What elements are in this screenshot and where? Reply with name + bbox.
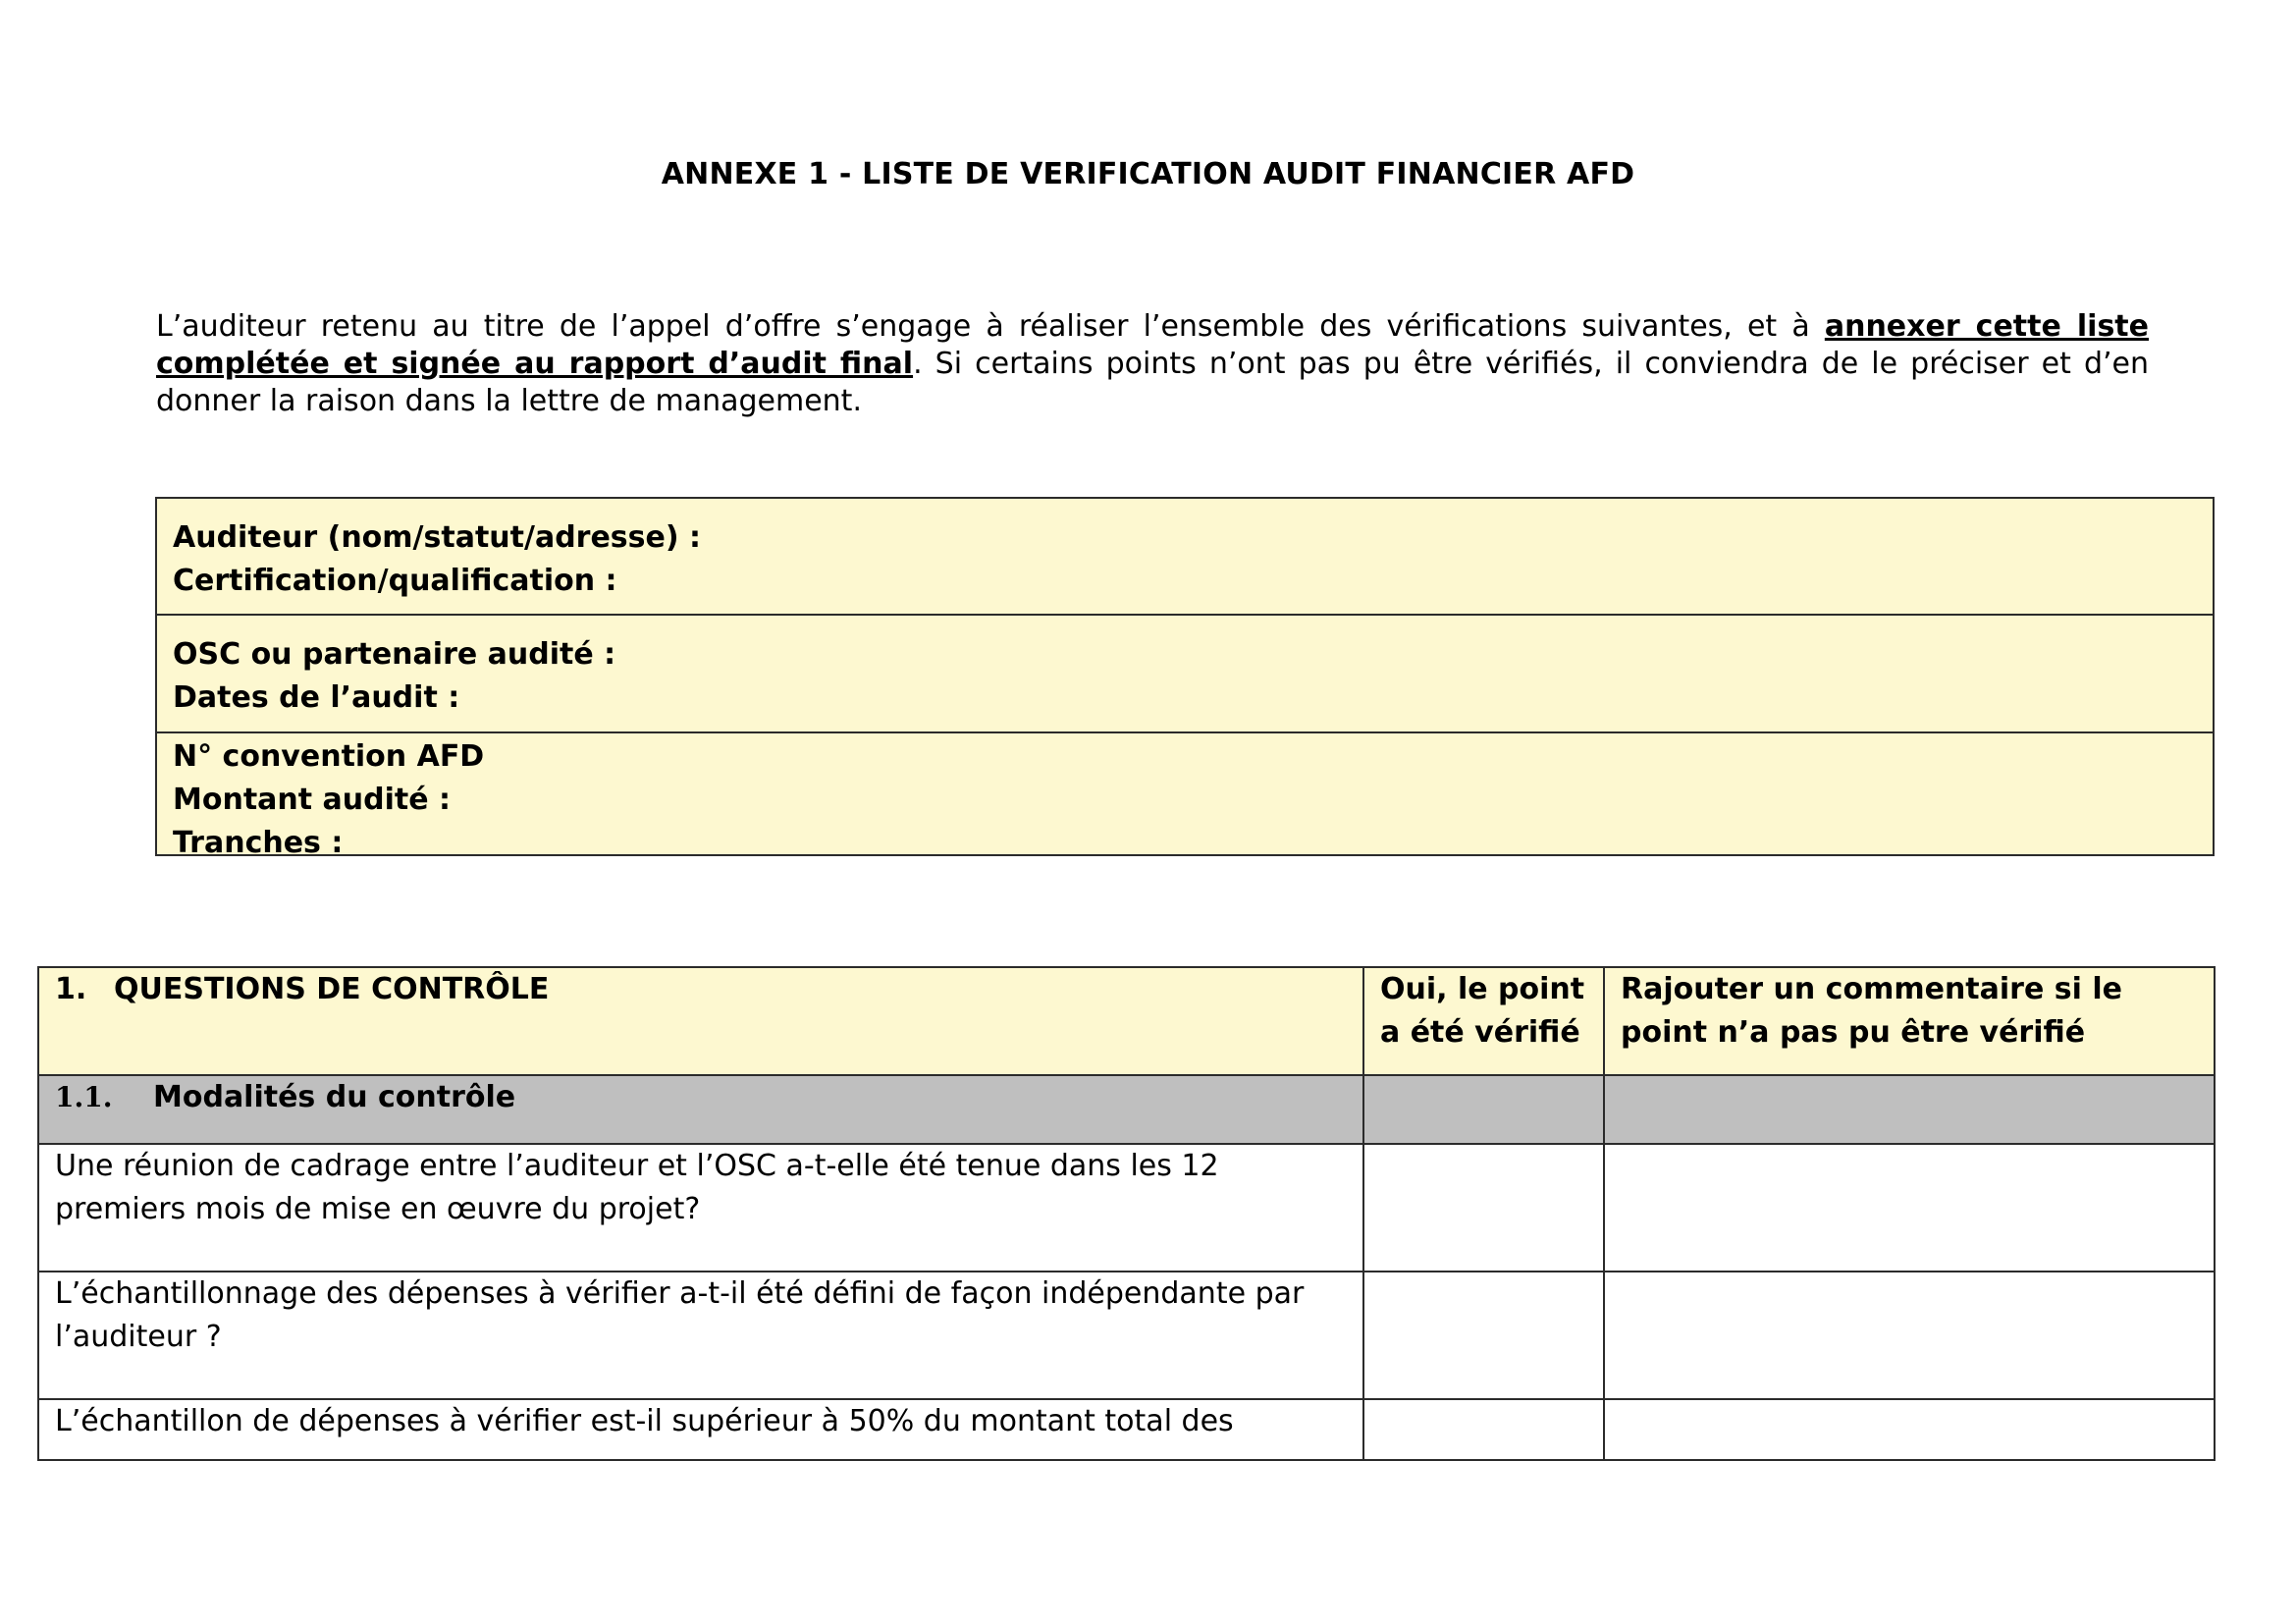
control-questions-table xyxy=(37,966,2216,1461)
audit-info-box xyxy=(155,497,2215,860)
intro-paragraph xyxy=(156,308,2149,420)
comment-cell[interactable] xyxy=(1604,1144,2215,1272)
section-number: 1. xyxy=(55,972,87,1006)
subsection-verified-cell xyxy=(1363,1075,1604,1144)
subsection-row xyxy=(38,1075,2215,1144)
tranches-label: Tranches : xyxy=(173,826,344,860)
comment-cell[interactable] xyxy=(1604,1272,2215,1399)
verified-column-header: Oui, le point a été vérifié xyxy=(1363,967,1604,1075)
auditor-section xyxy=(157,499,2213,616)
intro-text-end: . Si certains points n’ont pas pu être vérifiés, il conviendra de le préciser et d’en donner la raison dans la lettre de management. xyxy=(156,347,2149,418)
section-header-cell xyxy=(38,967,1363,1075)
subsection-comment-cell xyxy=(1604,1075,2215,1144)
table-row xyxy=(38,1272,2215,1399)
question-text: Une réunion de cadrage entre l’auditeur et l’OSC a-t-elle été tenue dans les 12 premiers mois de mise en œuvre du projet? xyxy=(38,1144,1363,1272)
audit-dates-label: Dates de l’audit : xyxy=(173,680,460,715)
subsection-title: Modalités du contrôle xyxy=(153,1080,516,1114)
convention-section xyxy=(157,733,2213,860)
document-title: ANNEXE 1 - LISTE DE VERIFICATION AUDIT FINANCIER AFD xyxy=(661,157,1635,191)
comment-cell[interactable] xyxy=(1604,1399,2215,1460)
intro-emphasis: annexer cette liste complétée et signée au rapport d’audit final xyxy=(156,309,2149,381)
certification-label: Certification/qualification : xyxy=(173,564,617,598)
intro-text-start: L’auditeur retenu au titre de l’appel d’offre s’engage à réaliser l’ensemble des vérifications suivantes, et à xyxy=(156,309,1825,344)
convention-label: N° convention AFD xyxy=(173,739,485,774)
table-row xyxy=(38,1144,2215,1272)
verified-cell[interactable] xyxy=(1363,1399,1604,1460)
osc-label: OSC ou partenaire audité : xyxy=(173,637,616,672)
subsection-number: 1.1. xyxy=(55,1081,113,1113)
subsection-cell xyxy=(38,1075,1363,1144)
section-title: QUESTIONS DE CONTRÔLE xyxy=(114,972,550,1006)
verified-cell[interactable] xyxy=(1363,1272,1604,1399)
osc-section xyxy=(157,616,2213,733)
question-text: L’échantillonnage des dépenses à vérifier a-t-il été défini de façon indépendante par l’auditeur ? xyxy=(38,1272,1363,1399)
verified-cell[interactable] xyxy=(1363,1144,1604,1272)
amount-label: Montant audité : xyxy=(173,783,452,817)
table-row xyxy=(38,1399,2215,1460)
question-text: L’échantillon de dépenses à vérifier est-il supérieur à 50% du montant total des xyxy=(38,1399,1363,1460)
table-header-row xyxy=(38,967,2215,1075)
comment-column-header: Rajouter un commentaire si le point n’a pas pu être vérifié xyxy=(1604,967,2215,1075)
auditor-label: Auditeur (nom/statut/adresse) : xyxy=(173,520,702,555)
